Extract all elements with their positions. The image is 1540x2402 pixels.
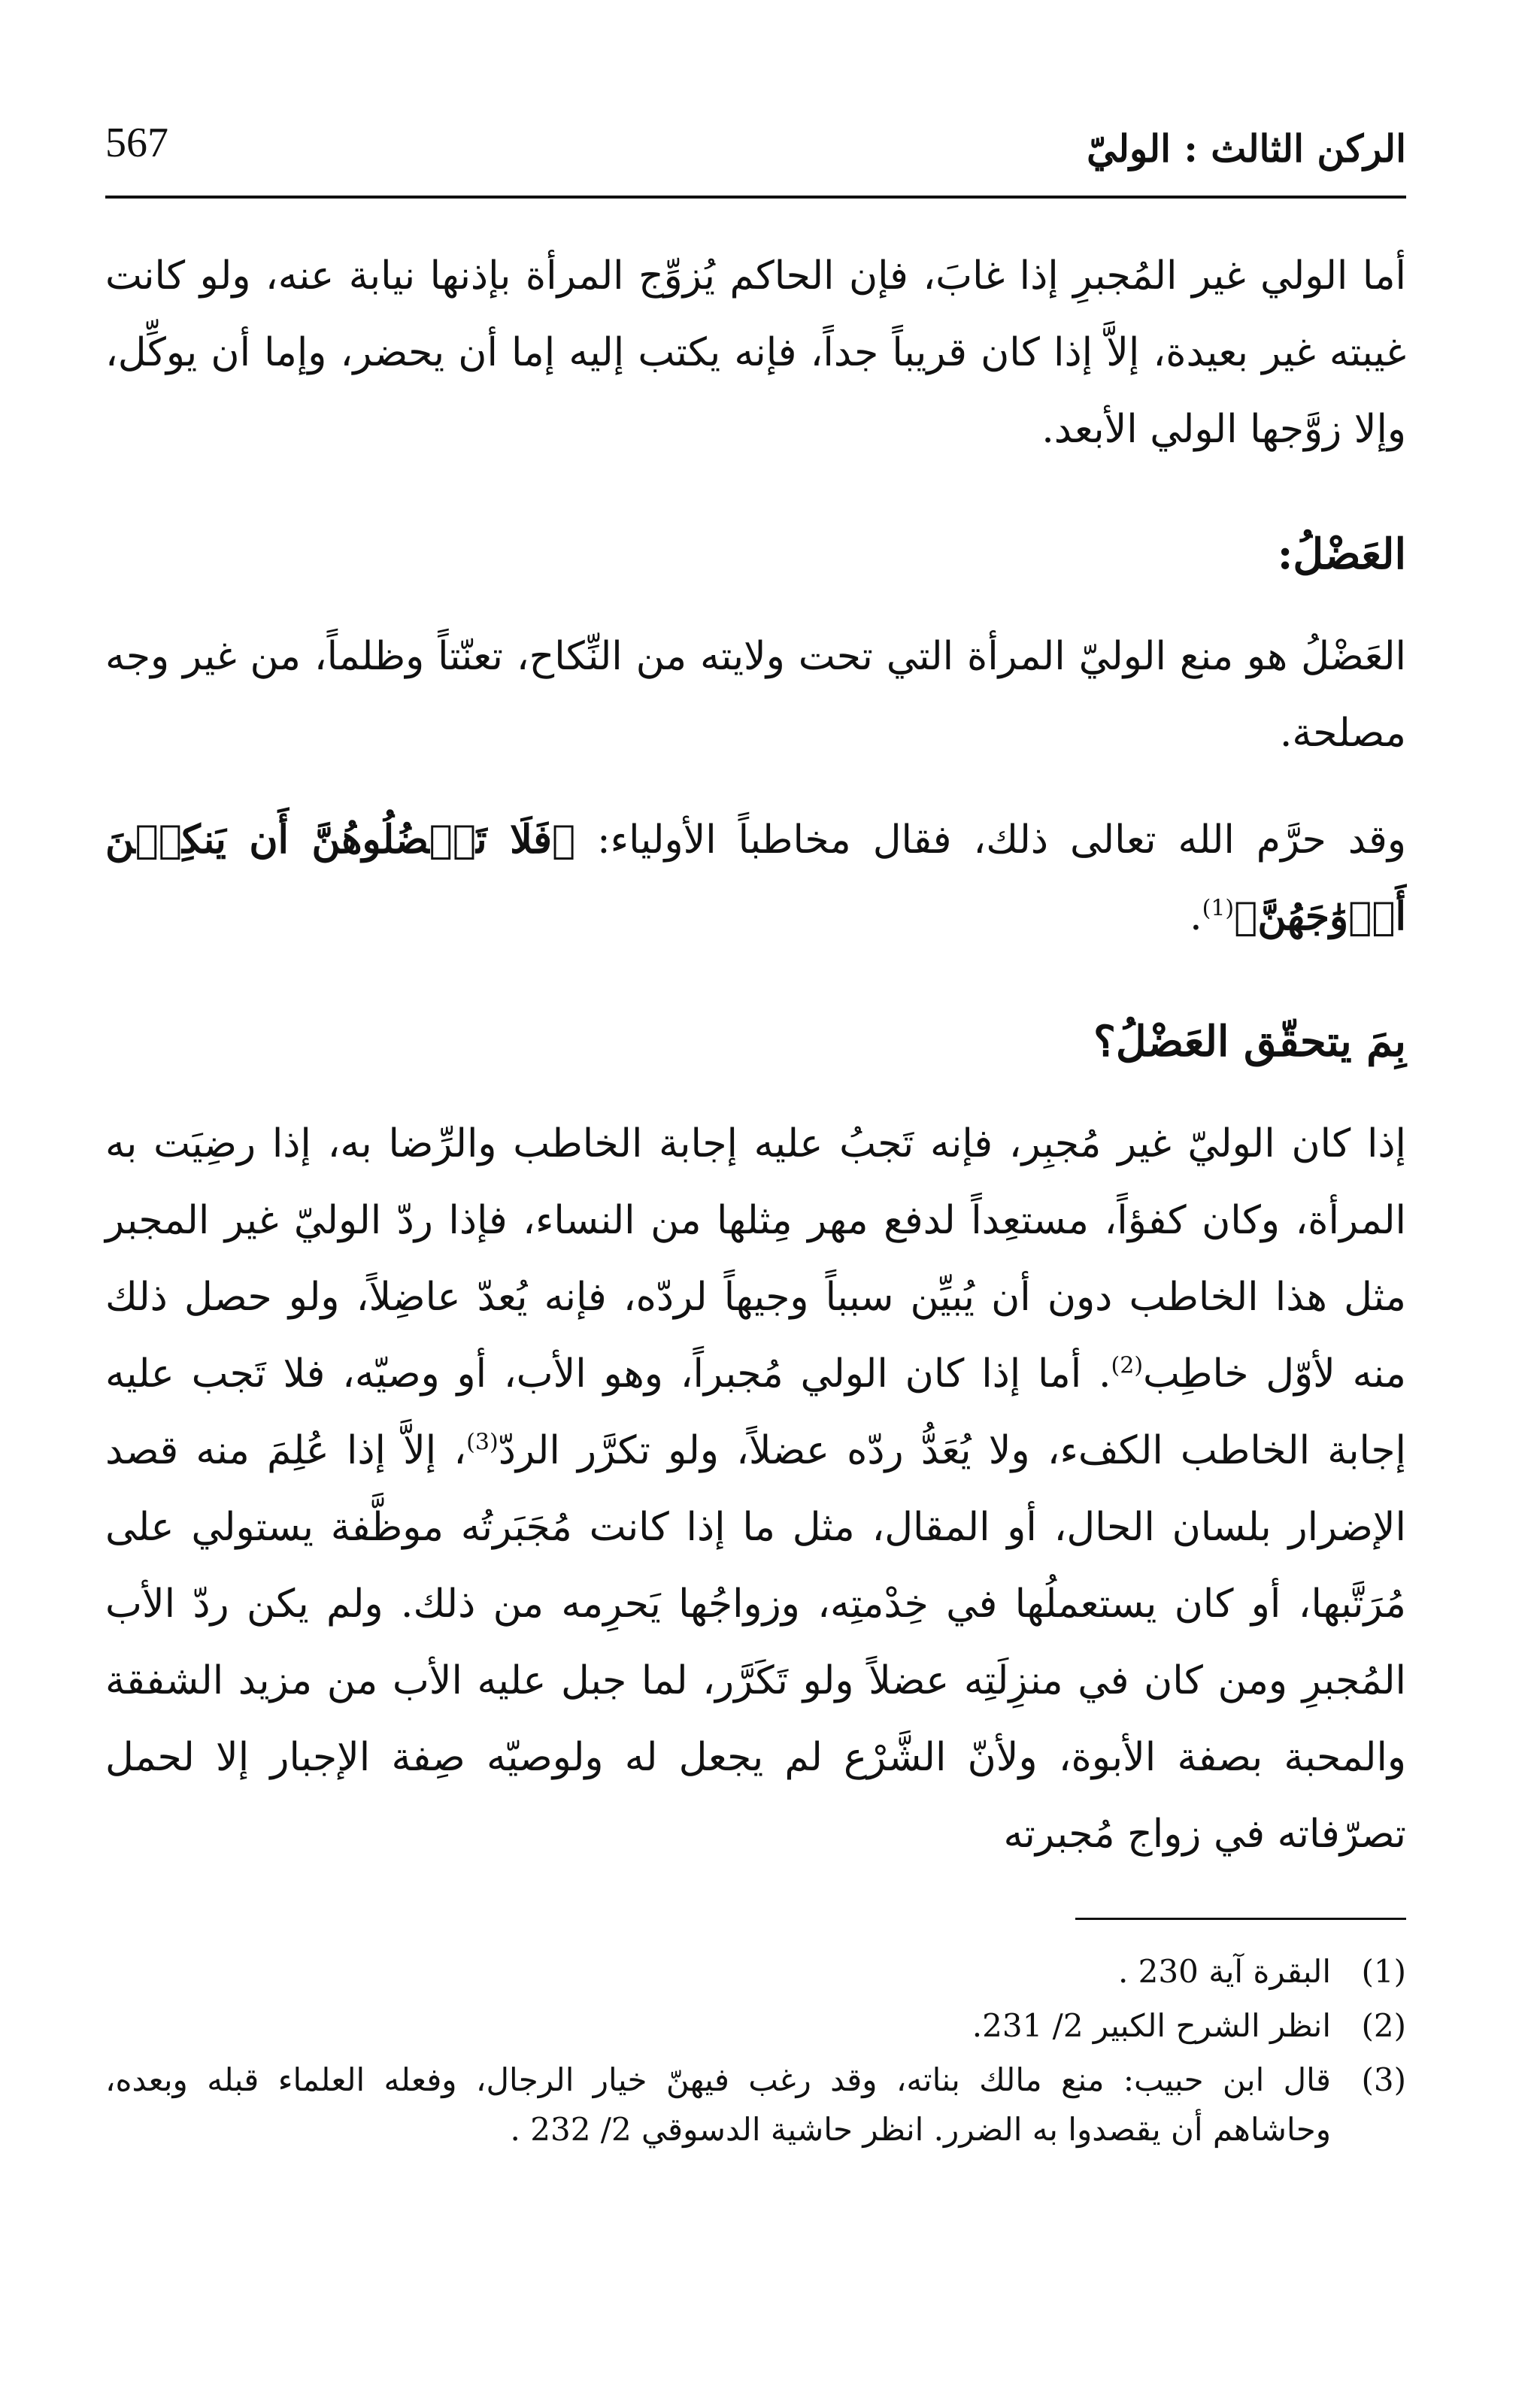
text-segment: . أما إذا كان الولي مُجبراً، وهو الأب، أو وصيّه، فلا تَجب عليه إجابة الخاطب الكفء، ولا يُعَدُّ ردّه عضلاً، ولو تكرَّر الردّ <box>105 1351 1406 1473</box>
paragraph-quran-prohibition <box>105 802 1406 955</box>
verse-end: . <box>1190 894 1202 939</box>
footnote-number: (2) <box>1361 2007 1406 2044</box>
footnote-separator <box>1075 1918 1406 1920</box>
heading-adl: العَضْلُ: <box>1277 529 1406 579</box>
verse-intro: وقد حرَّم الله تعالى ذلك، فقال مخاطباً الأولياء: <box>597 817 1407 863</box>
heading-adl-realization: بِمَ يتحقّق العَضْلُ؟ <box>1093 1017 1406 1066</box>
footnotes <box>105 1947 1406 2155</box>
footnote-text: قال ابن حبيب: منع مالك بناته، وقد رغب فيهنّ خيار الرجال، وفعله العلماء قبله وبعده، وحاشاهم أن يقصدوا به الضرر. انظر حاشية الدسوقي 2/ 232 . <box>105 2061 1331 2148</box>
footnote-ref-3[interactable]: (3) <box>466 1429 499 1456</box>
quran-verse: ﴿فَلَا تَعۡضُلُوهُنَّ أَن يَنكِحۡنَ أَزۡوَٰجَهُنَّ﴾ <box>105 817 1406 939</box>
footnote-item <box>105 2055 1406 2155</box>
footnote-text: انظر الشرح الكبير 2/ 231. <box>972 2007 1331 2044</box>
running-title: الركن الثالث : الوليّ <box>1087 126 1406 171</box>
header-rule <box>105 196 1406 199</box>
footnote-number: (3) <box>1361 2061 1406 2098</box>
page-header <box>105 113 1406 196</box>
paragraph-absent-guardian: أما الولي غير المُجبرِ إذا غابَ، فإن الحاكم يُزوِّج المرأة بإذنها نيابة عنه، ولو كانت غيبته غير بعيدة، إلاَّ إذا كان قريباً جداً، فإنه يكتب إليه إما أن يحضر، وإما أن يوكِّل، وإلا زوَّجها الولي الأبعد. <box>105 253 1407 452</box>
footnote-ref-2[interactable]: (2) <box>1111 1352 1144 1379</box>
footnote-text: البقرة آية 230 . <box>1117 1953 1331 1990</box>
text-segment: ، إلاَّ إذا عُلِمَ منه قصد الإضرار بلسان الحال، أو المقال، مثل ما إذا كانت مُجَبَرتُه موظَّفة يستولي على مُرَتَّبها، أو كان يستعملُها في خِدْمتِه، وزواجُها يَحرِمه من ذلك. ولم يكن ردّ الأب المُجبرِ ومن كان في منزِلَتِه عضلاً ولو تَكَرَّر، لما جبل عليه الأب من مزيد الشفقة والمحبة بصفة الأبوة، ولأنّ الشَّرْع لم يجعل له ولوصيّه صِفة الإجبار إلا لحمل تصرّفاته في زواج مُجبرته <box>105 1428 1406 1857</box>
book-page <box>105 113 1406 2331</box>
text-segment: إذا كان الوليّ غير مُجبِر، فإنه تَجبُ عليه إجابة الخاطب والرِّضا به، إذا رضِيَت به المرأة، وكان كفؤاً، مستعِداً لدفع مهر مِثلها من النساء، فإذا ردّ الوليّ غير المجبر مثل هذا الخاطب دون أن يُبيِّن سبباً وجيهاً لردّه، فإنه يُعدّ عاضِلاً، ولو حصل ذلك منه لأوّل خاطِب <box>105 1121 1407 1397</box>
page-number: 567 <box>105 120 168 166</box>
footnote-ref-1[interactable]: (1) <box>1202 895 1235 922</box>
paragraph-adl-conditions <box>105 1105 1406 1873</box>
footnote-item <box>105 1947 1406 1997</box>
paragraph-adl-definition: العَضْلُ هو منع الوليّ المرأة التي تحت ولايته من النِّكاح، تعنّتاً وظلماً، من غير وجه مصلحة. <box>105 634 1406 756</box>
footnote-item <box>105 2001 1406 2051</box>
footnote-number: (1) <box>1361 1953 1406 1990</box>
